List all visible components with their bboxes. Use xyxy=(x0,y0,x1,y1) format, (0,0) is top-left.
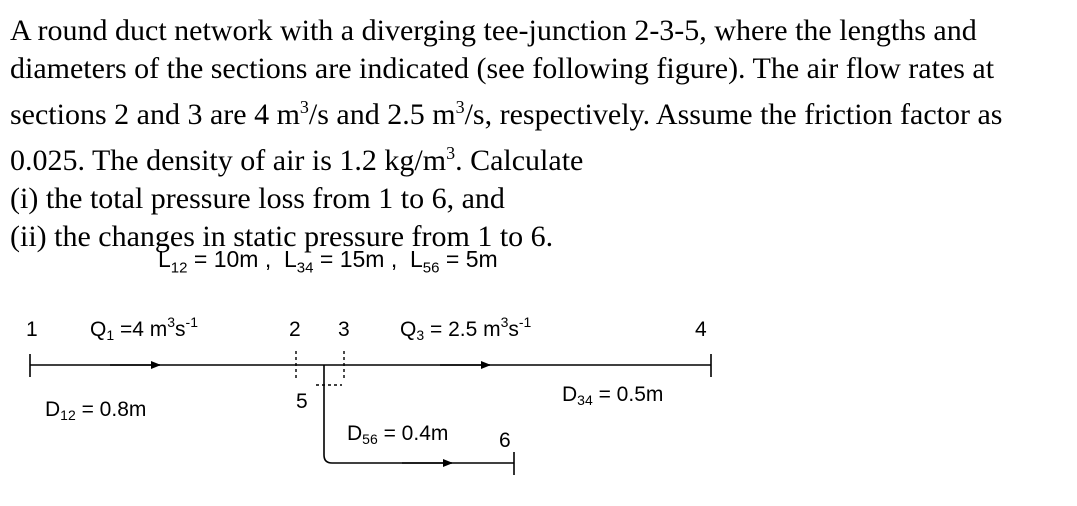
q1-subscript: 1 xyxy=(106,327,115,343)
problem-text-1: A round duct network with a diverging tee-junction 2-3-5, where the lengths and diameters of the sections are indicated (see following figure). The air flow rates at sections 2 and 3 are 4 m xyxy=(10,14,995,131)
node-1-label: 1 xyxy=(26,318,38,341)
question-item-1: (i) the total pressure loss from 1 to 6, and xyxy=(10,182,505,215)
length-l56-value: = 5m xyxy=(439,246,498,272)
d12-symbol: D xyxy=(45,398,61,421)
d12-value: = 0.8m xyxy=(75,398,147,421)
d34-symbol: D xyxy=(562,383,578,406)
superscript-3: 3 xyxy=(455,97,465,117)
q3-superscript-1: 3 xyxy=(500,314,509,330)
problem-text-2: /s and 2.5 m xyxy=(308,98,456,131)
q3-superscript-2: -1 xyxy=(518,314,532,330)
node-6-label: 6 xyxy=(499,429,511,452)
d56-value: = 0.4m xyxy=(377,422,449,445)
superscript-3: 3 xyxy=(446,143,456,163)
node-5-label: 5 xyxy=(296,390,308,413)
flow-rate-q3-label xyxy=(400,314,532,343)
q1-value: =4 m xyxy=(114,318,168,341)
q3-value: = 2.5 m xyxy=(424,318,501,341)
diameter-d12-label xyxy=(45,398,146,423)
q3-unit-s: s xyxy=(508,318,519,341)
q1-symbol: Q xyxy=(90,318,107,341)
length-l56-symbol: L xyxy=(410,246,423,272)
node-4-label: 4 xyxy=(695,318,707,341)
d34-value: = 0.5m xyxy=(592,383,664,406)
diameter-d34-label xyxy=(562,383,663,408)
length-l12-subscript: 12 xyxy=(170,259,188,277)
q1-unit-s: s xyxy=(175,318,186,341)
length-l12-symbol: L xyxy=(158,246,171,272)
length-l34-symbol: L xyxy=(284,246,297,272)
problem-text-3: /s, respectively. Assume the friction factor as 0.025. The density of air is 1.2 kg/m xyxy=(10,98,1003,177)
flow-rate-q1-label xyxy=(90,314,198,343)
length-l34-value: = 15m , xyxy=(313,246,398,272)
node-3-label: 3 xyxy=(338,318,350,341)
q3-subscript: 3 xyxy=(416,327,425,343)
length-l56-subscript: 56 xyxy=(422,259,440,277)
problem-text-4: . Calculate xyxy=(455,144,584,177)
length-l34-subscript: 34 xyxy=(296,259,314,277)
d56-subscript: 56 xyxy=(362,431,378,447)
d12-subscript: 12 xyxy=(60,407,76,423)
diameter-d56-label xyxy=(347,422,448,447)
q3-symbol: Q xyxy=(400,318,417,341)
length-l12-value: = 10m , xyxy=(187,246,272,272)
d34-subscript: 34 xyxy=(577,392,593,408)
branch-duct-line xyxy=(324,365,514,463)
superscript-3: 3 xyxy=(299,97,309,117)
question-item-2: (ii) the changes in static pressure from 1 to 6. xyxy=(10,220,554,253)
q1-superscript-2: -1 xyxy=(185,314,198,330)
q1-superscript-1: 3 xyxy=(167,314,176,330)
node-2-label: 2 xyxy=(289,318,301,341)
d56-symbol: D xyxy=(347,422,363,445)
